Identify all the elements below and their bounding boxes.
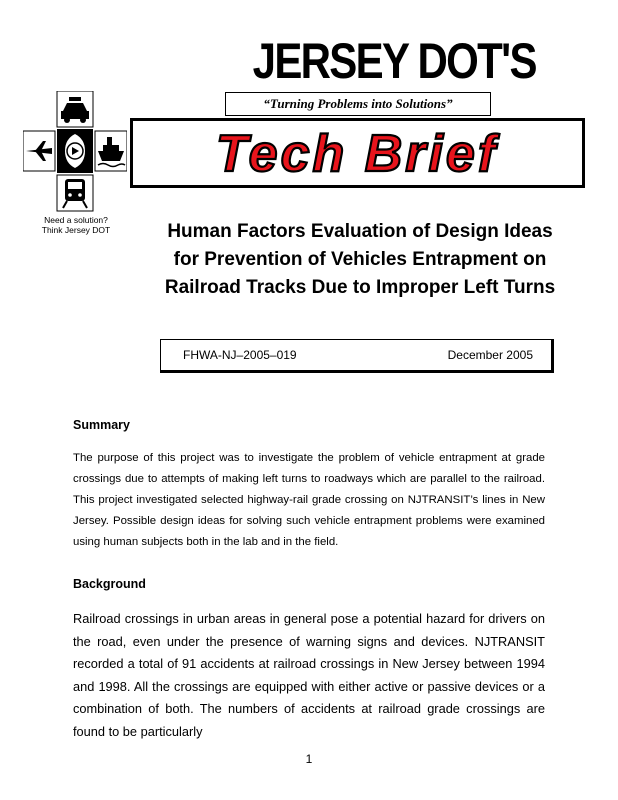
logo-caption [22, 215, 130, 235]
page-number: 1 [305, 752, 313, 766]
tagline: “Turning Problems into Solutions” [225, 92, 491, 116]
title-line-2: for Prevention of Vehicles Entrapment on [173, 249, 547, 270]
logo-caption-line2: Think Jersey DOT [41, 225, 111, 235]
tech-brief-banner [130, 118, 585, 188]
logo-caption-line1: Need a solution? [44, 215, 108, 225]
tech-brief-text: Tech Brief [215, 125, 499, 183]
tech-brief-wordmark [133, 121, 582, 185]
summary-text: The purpose of this project was to investigate the problem of vehicle entrapment at grade crossings due to attempts of making left turns to roadways which are parallel to the railroad. This project investigated selected highway-rail grade crossing on NJTRANSIT’s lines in New Jersey. Possible design ideas for solving such vehicle entrapment problems were examined using human subjects both in the lab and in the field. [73, 452, 545, 548]
background-heading: Background [73, 577, 146, 591]
summary-heading: Summary [73, 418, 130, 432]
report-number: FHWA-NJ–2005–019 [183, 348, 297, 362]
title-line-3: Railroad Tracks Due to Improper Left Turns [164, 277, 556, 298]
background-text: Railroad crossings in urban areas in general pose a potential hazard for drivers on the road, even under the presence of warning signs and devices. NJTRANSIT recorded a total of 91 accidents at railroad crossings in New Jersey between 1994 and 1998. All the crossings are equipped with either active or passive devices or a combination of both. The numbers of accidents at railroad grade crossings are found to be particularly [73, 611, 545, 739]
masthead-title: JERSEY DOT'S [252, 33, 536, 89]
report-id-box [160, 339, 554, 373]
title-line-1: Human Factors Evaluation of Design Ideas [167, 221, 553, 242]
report-date: December 2005 [447, 348, 533, 362]
jersey-dot-logo [23, 91, 127, 213]
document-title [150, 218, 570, 302]
